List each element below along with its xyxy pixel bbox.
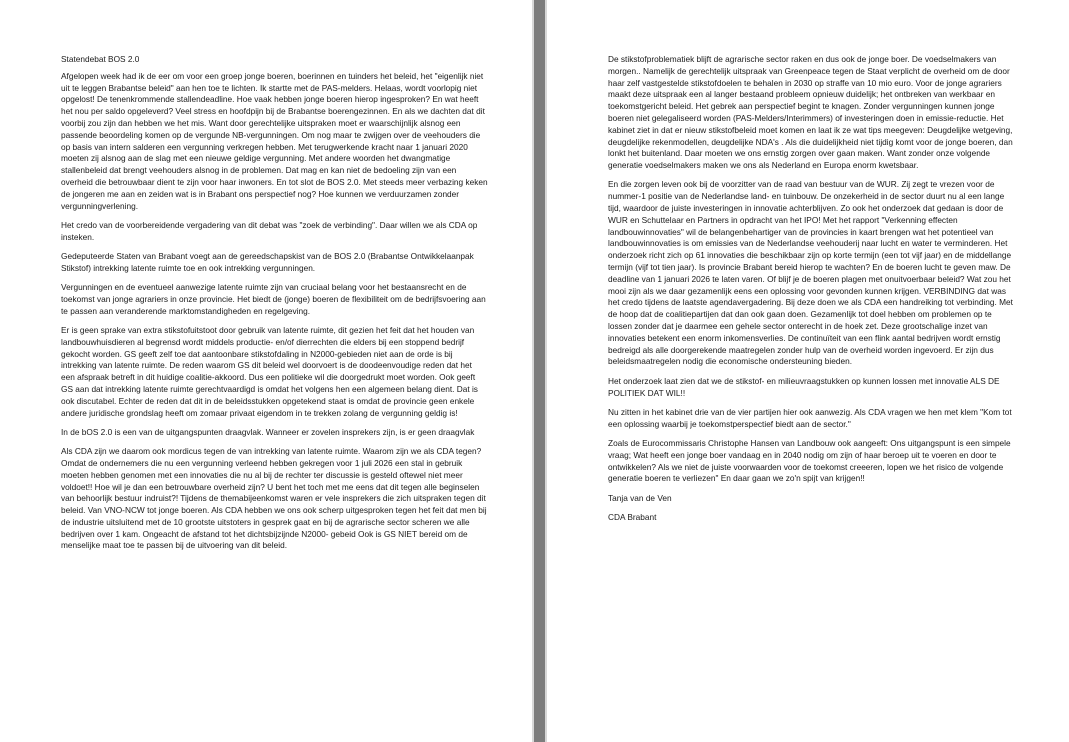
document-title: Statendebat BOS 2.0 [61,54,140,64]
document-page-left[interactable] [0,0,532,742]
paragraph: Afgelopen week had ik de eer om voor een groep jonge boeren, boerinnen en tuinders het beleid, het "eigenlijk niet uit te leggen Brabantse beleid" aan hen toe te lichten. Ik startte met de PAS-melders. Helaas, wordt voorlopig niet opgelost! De tenenkrommende stallendeadline. Hoe vaak hebben jonge boeren hierop ingesproken? En wat heeft het nou per saldo opgeleverd? Veel stress en hoofdpijn bij de Brabantse boerengezinnen. En als we dachten dat dit voorbij zou zijn dan hebben we het mis. Want door gerechtelijke uitspraken moet er waarschijnlijk alsnog een passende beoordeling komen op de vergunde NB-vergunningen. Om nog maar te zwijgen over de veehouders die op basis van intern salderen een vergunning verkregen hebben. Met terugwerkende kracht naar 1 januari 2020 moeten zij alsnog aan de slag met een nieuwe geldige vergunning. Met andere woorden het dwangmatige stallenbeleid dat brengt veehouders alsnog in de problemen. Dat mag en kan niet de bedoeling zijn van een overheid die betrouwbaar dient te zijn voor haar inwoners. En tot slot de BOS 2.0. Met steeds meer verbazing keken de jongeren me aan en zeiden wat is in Brabant ons perspectief nog? Hoe kunnen we verduurzamen zonder vergunningverlening. [61,70,488,211]
paragraph: Het credo van de voorbereidende vergadering van dit debat was "zoek de verbinding". Daar willen we als CDA op insteken. [61,219,478,242]
author-name: Tanja van de Ven [608,492,672,503]
paragraph: In de bOS 2.0 is een van de uitgangspunten draagvlak. Wanneer er zovelen insprekers zijn, is er geen draagvlak [61,426,475,437]
paragraph: En die zorgen leven ook bij de voorzitter van de raad van bestuur van de WUR. Zij zegt te vrezen voor de nummer-1 positie van de Nederlandse land- en tuinbouw. De onzekerheid in de sector duurt nu al een lange tijd, waardoor de juiste investeringen in innovatie achterblijven. Zo ook het onderzoek dat gedaan is door de WUR en Schuttelaar en Partners in opdracht van het IPO! Met het rapport "Verkenning effecten landbouwinnovaties" wil de belangenbehartiger van de provincies in kaart brengen wat het potentieel van landbouwinnovaties is om emissies van de Nederlandse veehouderij naar lucht en water te verminderen. Het onderzoek richt zich op 61 innovaties die beschikbaar zijn op korte termijn (een tot vijf jaar) en de middellange termijn (vijf tot tien jaar). Is provincie Brabant bereid hierop te wachten? En de boeren lucht te geven maw. De deadline van 1 januari 2026 te laten varen. Of blijf je de boeren plagen met onuitvoerbaar beleid? Wat zou het mooi zijn als we daar gezamenlijk eens een oplossing voor gevonden kunnen krijgen. VERBINDING dat was het credo tijdens de laatste agendavergadering. Bij deze doen we als CDA een handreiking tot verbinding. Met de hoop dat de coalitiepartijen dat dan ook gaan doen. Gezamenlijk tot doel hebben om problemen op te lossen zonder dat je daarmee een gehele sector onterecht in de hoek zet. Deze grootschalige inzet van innovaties betekent een enorm inkomensverlies. De continuïteit van een flink aantal bedrijven wordt ernstig bedreigd als alle doorgerekende maatregelen zonder hulp van de overheid worden ingevoerd. Er zijn dus beleidsmaatregelen nodig die economische ondersteuning bieden. [608,179,1013,367]
author-organization: CDA Brabant [608,511,657,522]
document-page-right[interactable] [547,0,1069,742]
paragraph: Vergunningen en de eventueel aanwezige latente ruimte zijn van cruciaal belang voor het bestaansrecht en de toekomst van jonge agrariers in onze provincie. Het biedt de (jonge) boeren de flexibiliteit om de bedrijfsvoering aan te passen aan veranderende marktomstandigheden en regelgeving. [61,282,486,316]
paragraph: Zoals de Eurocommissaris Christophe Hansen van Landbouw ook aangeeft: Ons uitgangspunt is een simpele vraag; Wat heeft een jonge boer vandaag en in 2040 nodig om zijn of haar beroep uit te voeren en door te ontwikkelen? Als we niet de juiste voorwaarden voor de toekomst creeeren, lopen we het risico de volgende generatie boeren te verliezen" En daar gaan we zo'n spijt van krijgen!! [608,437,1011,484]
page-gutter [534,0,545,742]
paragraph: Als CDA zijn we daarom ook mordicus tegen de van intrekking van latente ruimte. Waarom zijn we als CDA tegen? Omdat de ondernemers die nu een vergunning verleend hebben gekregen voor 1 juli 2026 een stal in gebruik moeten hebben genomen met een innovaties die nu al bij de rechter ter discussie is gesteld oftewel niet meer voldoet!! Hoe wil je dan een betrouwbare overheid zijn? U bent het toch met me eens dat dit tegen alle beginselen van behoorlijk bestuur indruist?! Tijdens de themabijeenkomst waren er vele insprekers die zich uitspraken tegen dit beleid. Van VNO-NCW tot jonge boeren. Als CDA hebben we ons ook scherp uitgesproken tegen het feit dat men bij de industrie uitsluitend met de 10 grootste uitstoters in gesprek gaat en bij de agrarische sector scheren we alle bedrijven over 1 kam. Ongeacht de afstand tot het dichtsbijzijnde N2000- gebeid Ook is GS NIET bereid om de menselijke maat toe te passen bij de uitvoering van dit beleid. [61,446,487,551]
paragraph: De stikstofproblematiek blijft de agrarische sector raken en dus ook de jonge boer. De voedselmakers van morgen.. Namelijk de gerechtelijk uitspraak van Greenpeace tegen de Staat verplicht de overheid om de door haar zelf vastgestelde stikstofdoelen te behalen in 2030 op straffe van 10 mio euro. Voor de jonge agrariers maakt deze uitspraak een al langer bestaand probleem opnieuw duidelijk; het ontbreken van werkbaar en toekomstgericht beleid. Het gebrek aan perspectief begint te knagen. Zonder vergunningen kunnen jonge boeren niet gelegaliseerd worden (PAS-Melders/Interimmers) of investeringen doen in emissie-reductie. Het kabinet ziet in dat er nieuw stikstofbeleid moet komen en laat ik ze wat tips meegeven: Deugdelijke wetgeving, deugdelijke rekenmodellen, deugdelijke NDA's . Als die duidelijkheid niet tijdig komt voor de jonge boeren, dan lonkt het buitenland. Daar moeten we ons ernstig zorgen over gaan maken. Want zonder onze volgende generatie voedselmakers maken we ons als Nederland en Europa enorm kwetsbaar. [608,54,1013,171]
paragraph: Gedeputeerde Staten van Brabant voegt aan de gereedschapskist van de BOS 2.0 (Brabantse Ontwikkelaanpak Stikstof) intrekking latente ruimte toe en ook intrekking vergunningen. [61,250,474,273]
paragraph: Het onderzoek laat zien dat we de stikstof- en milieuvraagstukken op kunnen lossen met innovatie ALS DE POLITIEK DAT WIL!! [608,375,1000,398]
paragraph: Er is geen sprake van extra stikstofuitstoot door gebruik van latente ruimte, dit gezien het feit dat het houden van landbouwhuisdieren al begrensd wordt middels productie- en/of dierrechten die elders bij een stoppend bedrijf gekocht worden. GS geeft zelf toe dat aantoonbare stikstofdaling in N2000-gebieden niet aan de orde is bij intrekking van latente ruimte. De reden waarom GS dit beleid wel doorvoert is de doodeenvoudige reden dat het een afspraak betreft in dit huidige coalitie-akkoord. Dus een politieke wil die doorgedrukt moet worden. Ook geeft GS aan dat intrekking latente ruimte gerechtvaardigd is omdat het volgens hen een algemeen belang dient. Dat is ook discutabel. Echter de reden dat dit in de beleidsstukken opgetekend staat is omdat de provincie geen enkele andere juridische grondslag heeft om zomaar privaat eigendom in te trekken zolang de vergunning geldig is! [61,324,478,418]
paragraph: Nu zitten in het kabinet drie van de vier partijen hier ook aanwezig. Als CDA vragen we hen met klem "Kom tot een oplossing waarbij je toekomstperspectief biedt aan de sector." [608,406,1012,429]
